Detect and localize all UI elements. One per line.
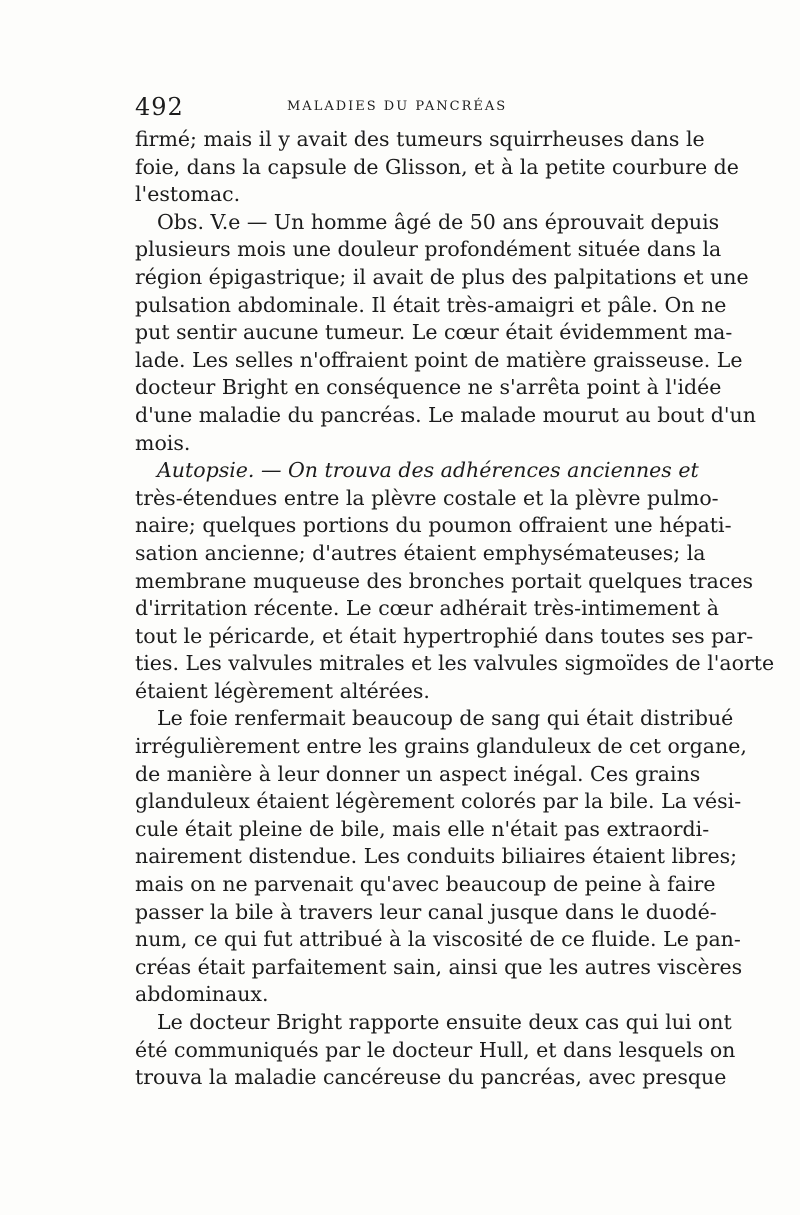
text-line: très-étendues entre la plèvre costale et la plèvre pulmo- (135, 485, 719, 510)
text-line: d'une maladie du pancréas. Le malade mourut au bout d'un (135, 402, 756, 427)
text-line: foie, dans la capsule de Glisson, et à la petite courbure de (135, 154, 739, 179)
text-line: l'estomac. (135, 182, 241, 207)
text-line: docteur Bright en conséquence ne s'arrêta point à l'idée (135, 375, 722, 400)
text-line: put sentir aucune tumeur. Le cœur était évidemment ma- (135, 320, 733, 345)
text-line: nairement distendue. Les conduits biliaires étaient libres; (135, 844, 738, 869)
text-line: créas était parfaitement sain, ainsi que les autres viscères (135, 954, 743, 979)
text-line: num, ce qui fut attribué à la viscosité de ce fluide. Le pan- (135, 927, 741, 952)
text-line: mois. (135, 430, 191, 455)
text-line: cule était pleine de bile, mais elle n'était pas extraordi- (135, 816, 710, 841)
page-number: 492 (135, 93, 184, 121)
body-text (135, 126, 775, 1092)
text-line-paragraph-start: Le docteur Bright rapporte ensuite deux cas qui lui ont (157, 1010, 732, 1034)
text-line: étaient légèrement altérées. (135, 678, 430, 703)
text-line: de manière à leur donner un aspect inégal. Ces grains (135, 761, 701, 786)
text-line: abdominaux. (135, 982, 269, 1007)
text-line: trouva la maladie cancéreuse du pancréas, avec presque (135, 1065, 727, 1090)
text-line: sation ancienne; d'autres étaient emphysémateuses; la (135, 540, 706, 565)
text-line: lade. Les selles n'offraient point de matière graisseuse. Le (135, 347, 743, 372)
text-line: tout le péricarde, et était hypertrophié dans toutes ses par- (135, 623, 754, 648)
text-line: été communiqués par le docteur Hull, et dans lesquels on (135, 1037, 736, 1062)
text-line: pulsation abdominale. Il était très-amaigri et pâle. On ne (135, 292, 727, 317)
text-line-paragraph-start: Le foie renfermait beaucoup de sang qui était distribué (157, 706, 734, 731)
text-line: firmé; mais il y avait des tumeurs squirrheuses dans le (135, 127, 705, 151)
text-line: mais on ne parvenait qu'avec beaucoup de peine à faire (135, 872, 716, 897)
page-header (135, 93, 670, 123)
text-line: glanduleux étaient légèrement colorés par la bile. La vési- (135, 789, 742, 814)
text-line: région épigastrique; il avait de plus des palpitations et une (135, 264, 749, 289)
text-line: d'irritation récente. Le cœur adhérait très-intimement à (135, 596, 719, 621)
text-line-autopsy-start: Autopsie. — On trouva des adhérences anciennes et (157, 458, 699, 483)
text-line: passer la bile à travers leur canal jusque dans le duodé- (135, 899, 717, 924)
text-line-observation-start: Obs. V.e — Un homme âgé de 50 ans éprouvait depuis (157, 209, 720, 234)
text-line: irrégulièrement entre les grains glanduleux de cet organe, (135, 734, 747, 759)
text-line: plusieurs mois une douleur profondément située dans la (135, 237, 722, 262)
text-line: membrane muqueuse des bronches portait quelques traces (135, 568, 754, 593)
text-line: naire; quelques portions du poumon offraient une hépati- (135, 513, 732, 538)
text-line: ties. Les valvules mitrales et les valvules sigmoïdes de l'aorte (135, 651, 775, 676)
running-title: MALADIES DU PANCRÉAS (287, 99, 508, 114)
